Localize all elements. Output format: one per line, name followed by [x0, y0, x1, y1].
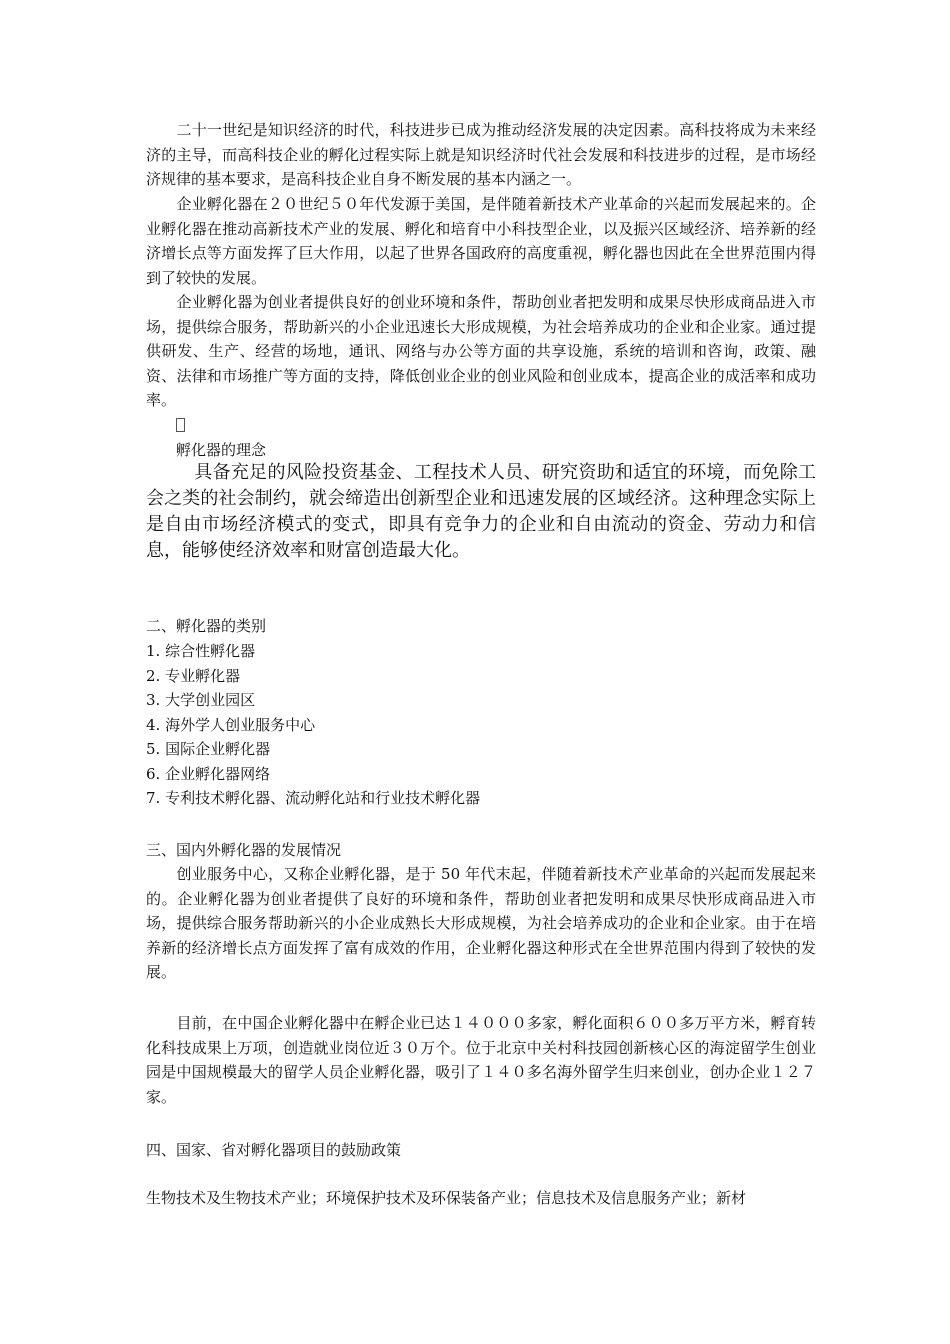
- list-item: 6. 企业孵化器网络: [146, 764, 271, 783]
- section2-heading: 二、孵化器的类别: [146, 617, 267, 635]
- concept-text: 具备充足的风险投资基金、工程技术人员、研究资助和适宜的环境，而免除工会之类的社会制约，就会缔造出创新型企业和迅速发展的区域经济。这种理念实际上是自由市场经济模式的变式，即具有竞争力的企业和自由流动的资金、劳动力和信息，能够使经济效率和财富创造最大化。: [146, 462, 816, 561]
- concept-heading-block: [146, 438, 816, 463]
- section4-paragraph: [146, 1186, 816, 1211]
- list-item: 4. 海外学人创业服务中心: [146, 715, 316, 734]
- concept-heading: 孵化器的理念: [176, 441, 267, 459]
- section4-heading-block: [146, 1138, 816, 1163]
- list-item: 2. 专业孵化器: [146, 666, 241, 685]
- list-item: 5. 国际企业孵化器: [146, 740, 271, 758]
- category-list: [146, 639, 816, 811]
- intro-paragraph-3: [146, 290, 816, 413]
- section3-heading: 三、国内外孵化器的发展情况: [146, 841, 342, 859]
- list-item: 1. 综合性孵化器: [146, 642, 256, 660]
- paragraph-text: 企业孵化器为创业者提供良好的创业环境和条件，帮助创业者把发明和成果尽快形成商品进入市场，提供综合服务，帮助新兴的小企业迅速长大形成规模，为社会培养成功的企业和企业家。通过提供研发、生产、经营的场地，通讯、网络与办公等方面的共享设施，系统的培训和咨询，政策、融资、法律和市场推广等方面的支持，降低创业企业的创业风险和创业成本，提高企业的成活率和成功率。: [146, 293, 816, 409]
- section2-heading-block: [146, 614, 816, 639]
- section4-text: 生物技术及生物技术产业；环境保护技术及环保装备产业；信息技术及信息服务产业；新材: [146, 1189, 747, 1207]
- paragraph-text: 二十一世纪是知识经济的时代，科技进步已成为推动经济发展的决定因素。高科技将成为未来经济的主导，而高科技企业的孵化过程实际上就是知识经济时代社会发展和科技进步的过程，是市场经济规律的基本要求，是高科技企业自身不断发展的基本内涵之一。: [146, 121, 816, 188]
- intro-paragraph-2: [146, 192, 816, 290]
- missing-glyph-line: [146, 413, 816, 438]
- section3-paragraph-1: [146, 862, 816, 985]
- section4-heading: 四、国家、省对孵化器项目的鼓励政策: [146, 1141, 402, 1159]
- section3-paragraph-2: [146, 1011, 816, 1109]
- list-item: 3. 大学创业园区: [146, 691, 256, 709]
- section3-heading-block: [146, 838, 816, 863]
- list-item: 7. 专利技术孵化器、流动孵化站和行业技术孵化器: [146, 789, 481, 807]
- paragraph-text: 企业孵化器在２０世纪５０年代发源于美国，是伴随着新技术产业革命的兴起而发展起来的。企业孵化器在推动高新技术产业的发展、孵化和培育中小科技型企业，以及振兴区域经济、培养新的经济增长点等方面发挥了巨大作用，以起了世界各国政府的高度重视，孵化器也因此在全世界范围内得到了较快的发展。: [146, 195, 816, 287]
- concept-paragraph: [146, 460, 816, 564]
- missing-glyph-icon: [176, 418, 185, 432]
- paragraph-text: 目前，在中国企业孵化器中在孵企业已达１４０００多家，孵化面积６００多万平方米，孵育转化科技成果上万项，创造就业岗位近３０万个。位于北京中关村科技园创新核心区的海淀留学生创业园是中国规模最大的留学人员企业孵化器，吸引了１４０多名海外留学生归来创业，创办企业１２７家。: [146, 1014, 816, 1106]
- intro-paragraph-1: [146, 118, 816, 192]
- paragraph-text: 创业服务中心，又称企业孵化器，是于 50 年代末起，伴随着新技术产业革命的兴起而发展起来的。企业孵化器为创业者提供了良好的环境和条件，帮助创业者把发明和成果尽快形成商品进入市场，提供综合服务帮助新兴的小企业成熟长大形成规模，为社会培养成功的企业和企业家。由于在培养新的经济增长点方面发挥了富有成效的作用，企业孵化器这种形式在全世界范围内得到了较快的发展。: [146, 865, 816, 981]
